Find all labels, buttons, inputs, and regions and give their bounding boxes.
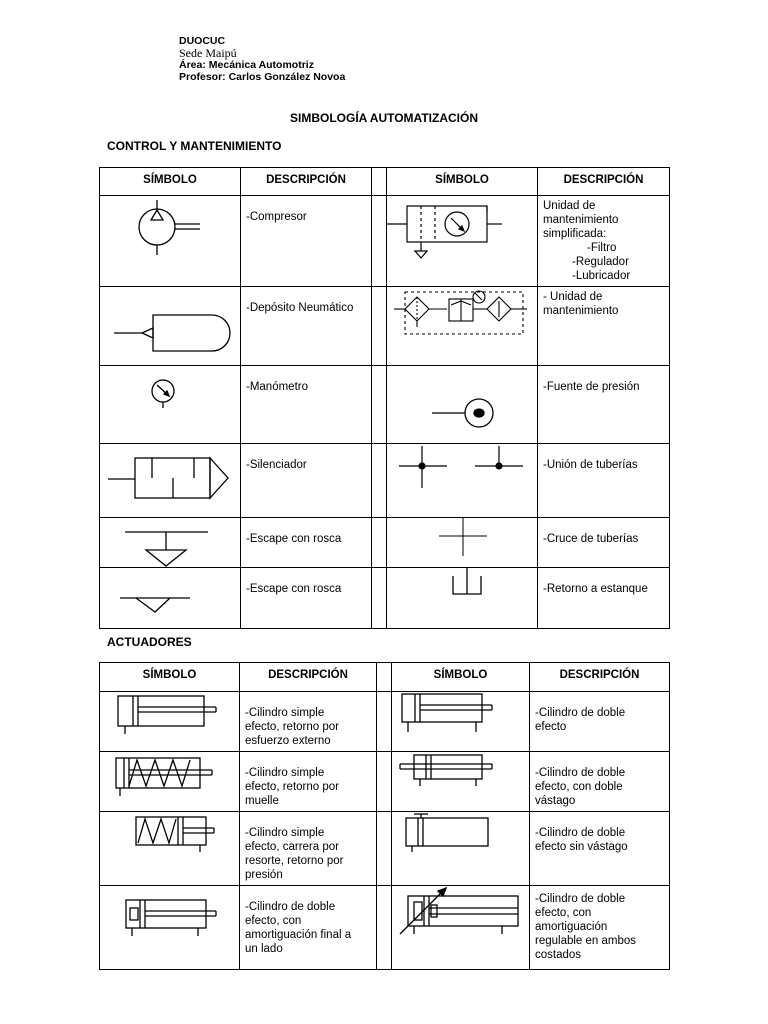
pressure-gauge-symbol — [100, 366, 241, 444]
description-pneumatic-tank: -Depósito Neumático — [241, 287, 372, 366]
single-acting-cylinder-external-return-symbol — [100, 692, 240, 752]
description-rodless: -Cilindro de doble efecto sin vástago — [530, 812, 670, 886]
pipe-junction-symbol — [387, 444, 538, 518]
adjustable-cushioned-cylinder-symbol — [392, 886, 530, 970]
column-header-symbol: SÍMBOLO — [100, 168, 241, 196]
campus-name: Sede Maipú — [179, 46, 237, 60]
compressor-symbol — [100, 196, 241, 287]
column-gap — [377, 752, 392, 812]
tank-return-symbol — [387, 568, 538, 629]
description-silencer: -Silenciador — [241, 444, 372, 518]
column-gap — [377, 886, 392, 970]
column-gap — [372, 568, 387, 629]
professor-line: Profesor: Carlos González Novoa — [179, 71, 346, 83]
threaded-exhaust-symbol — [100, 518, 241, 568]
column-header-description: DESCRIPCIÓN — [538, 168, 670, 196]
double-rod-cylinder-symbol — [392, 752, 530, 812]
section-heading-actuators: ACTUADORES — [107, 635, 192, 649]
pressure-source-symbol — [387, 366, 538, 444]
column-header-description: DESCRIPCIÓN — [530, 663, 670, 692]
double-acting-cylinder-symbol — [392, 692, 530, 752]
column-gap — [372, 196, 387, 287]
description-cushioned-one-side: -Cilindro de doble efecto, con amortiguación final a un lado — [240, 886, 377, 970]
simplified-maintenance-unit-symbol — [387, 196, 538, 287]
cushioned-cylinder-one-side-symbol — [100, 886, 240, 970]
section-heading-control: CONTROL Y MANTENIMIENTO — [107, 139, 282, 153]
description-compressor: -Compresor — [241, 196, 372, 287]
column-header-symbol: SÍMBOLO — [100, 663, 240, 692]
maintenance-unit-symbol — [387, 287, 538, 366]
description-single-acting-external-return: -Cilindro simple efecto, retorno por esfuerzo externo — [240, 692, 377, 752]
column-gap — [372, 518, 387, 568]
column-gap — [372, 366, 387, 444]
description-adjustable-cushioned: -Cilindro de doble efecto, con amortiguación regulable en ambos costados — [530, 886, 670, 970]
column-gap — [377, 812, 392, 886]
description-double-rod: -Cilindro de doble efecto, con doble vástago — [530, 752, 670, 812]
description-double-acting: -Cilindro de doble efecto — [530, 692, 670, 752]
column-header-description: DESCRIPCIÓN — [241, 168, 372, 196]
area-line: Área: Mecánica Automotriz — [179, 59, 314, 71]
silencer-symbol — [100, 444, 241, 518]
description-simplified-maintenance-unit: Unidad de mantenimiento simplificada: -Filtro -Regulador -Lubricador — [538, 196, 670, 287]
description-pipe-junction: -Unión de tuberías — [538, 444, 670, 518]
control-table — [99, 167, 670, 629]
column-gap — [372, 287, 387, 366]
description-threaded-exhaust: -Escape con rosca — [241, 518, 372, 568]
single-acting-cylinder-spring-return-symbol — [100, 752, 240, 812]
actuators-table — [99, 662, 670, 970]
document-title: SIMBOLOGÍA AUTOMATIZACIÓN — [290, 111, 478, 125]
description-single-acting-spring-stroke: -Cilindro simple efecto, carrera por resorte, retorno por presión — [240, 812, 377, 886]
description-threaded-exhaust-2: -Escape con rosca — [241, 568, 372, 629]
column-header-symbol: SÍMBOLO — [387, 168, 538, 196]
description-pipe-crossing: -Cruce de tuberías — [538, 518, 670, 568]
institution-name: DUOCUC — [179, 35, 226, 47]
pipe-crossing-symbol — [387, 518, 538, 568]
description-maintenance-unit: - Unidad de mantenimiento — [538, 287, 670, 366]
description-pressure-source: -Fuente de presión — [538, 366, 670, 444]
column-gap — [372, 444, 387, 518]
description-pressure-gauge: -Manómetro — [241, 366, 372, 444]
pneumatic-tank-symbol — [100, 287, 241, 366]
column-gap — [377, 663, 392, 692]
description-single-acting-spring-return: -Cilindro simple efecto, retorno por muelle — [240, 752, 377, 812]
description-tank-return: -Retorno a estanque — [538, 568, 670, 629]
column-header-symbol: SÍMBOLO — [392, 663, 530, 692]
column-gap — [372, 168, 387, 196]
column-gap — [377, 692, 392, 752]
single-acting-cylinder-spring-stroke-symbol — [100, 812, 240, 886]
column-header-description: DESCRIPCIÓN — [240, 663, 377, 692]
document-header — [179, 35, 345, 83]
threaded-exhaust-symbol-2 — [100, 568, 241, 629]
rodless-cylinder-symbol — [392, 812, 530, 886]
